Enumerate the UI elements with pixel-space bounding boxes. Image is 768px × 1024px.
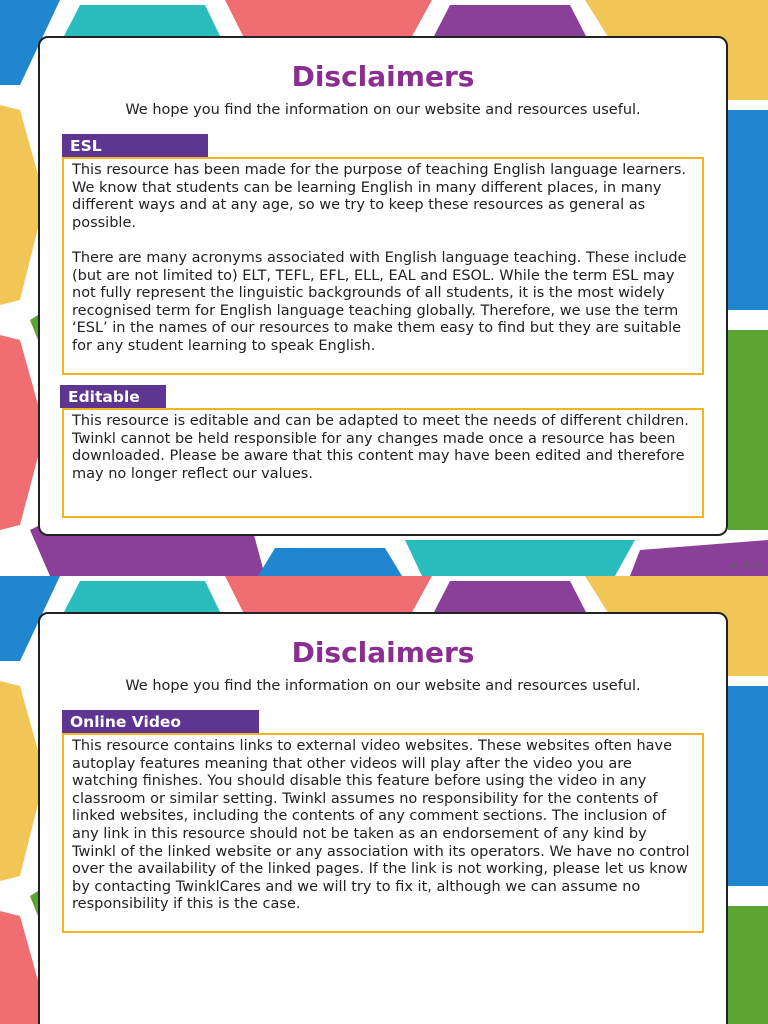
- hex-teal-top: [62, 5, 222, 40]
- hex-purple-bottom-right: [630, 540, 768, 576]
- section-heading-online-video: Online Video: [62, 710, 259, 733]
- hex-blue-bottom: [258, 548, 402, 576]
- hex-green-left: [30, 891, 38, 916]
- section-box-esl: [62, 157, 704, 375]
- hex-teal-bottom: [405, 540, 635, 576]
- hex-purple-top: [432, 5, 588, 40]
- section-heading-editable: Editable: [60, 385, 166, 408]
- page-title: Disclaimers: [291, 60, 475, 93]
- section-heading-esl: ESL: [62, 134, 208, 157]
- hex-blue-right: [728, 110, 768, 310]
- hex-purple-top: [432, 581, 588, 616]
- hex-green-left: [30, 315, 38, 340]
- online-video-paragraph-1: This resource contains links to external video websites. These websites often have autoplay features meaning that other videos will play after the video you are watching finishes. You should disable this feature before using the video in any classroom or similar setting. Twinkl assumes no responsibility for the contents of linked websites, including the contents of any comment sections. The inclusion of any link in this resource should not be taken as an endorsement of any kind by Twinkl of the linked website or any association with its operators. We have no control over the availability of the linked pages. If the link is not working, please let us know by contacting TwinklCares and we will try to fix it, although we can assume no responsibility if this is the case.: [72, 738, 690, 913]
- section-box-online-video: [62, 733, 704, 933]
- section-box-editable: [62, 408, 704, 518]
- page-title: Disclaimers: [291, 636, 475, 669]
- disclaimer-card: [38, 612, 728, 1024]
- intro-text: We hope you find the information on our website and resources useful.: [125, 678, 641, 694]
- slide-disclaimers-2: [0, 576, 768, 1024]
- hex-green-right: [728, 330, 768, 530]
- watermark: twinkl.com: [731, 562, 764, 569]
- hex-green-right: [728, 906, 768, 1024]
- esl-paragraph-1: This resource has been made for the purpose of teaching English language learners. We know that students can be learning English in many different places, in many different ways and at any age, so we try to keep these resources as general as possible.: [72, 162, 686, 231]
- disclaimer-card: [38, 36, 728, 536]
- hex-teal-top: [62, 581, 222, 616]
- hex-coral-top: [225, 0, 432, 40]
- hex-coral-top: [225, 576, 432, 616]
- esl-paragraph-2: There are many acronyms associated with English language teaching. These include (but are not limited to) ELT, TEFL, EFL, ELL, EAL and ESOL. While the term ESL may not fully represent the linguistic backgrounds of all students, it is the most widely recognised term for English language teaching globally. Therefore, we use the term ‘ESL’ in the names of our resources to make them easy to find but they are suitable for any student learning to speak English.: [72, 249, 687, 354]
- intro-text: We hope you find the information on our website and resources useful.: [125, 102, 641, 118]
- hex-blue-right: [728, 686, 768, 886]
- editable-paragraph-1: This resource is editable and can be adapted to meet the needs of different children. Twinkl cannot be held responsible for any changes made once a resource has been downloaded. Please be aware that this content may have been edited and therefore may no longer reflect our values.: [72, 413, 689, 482]
